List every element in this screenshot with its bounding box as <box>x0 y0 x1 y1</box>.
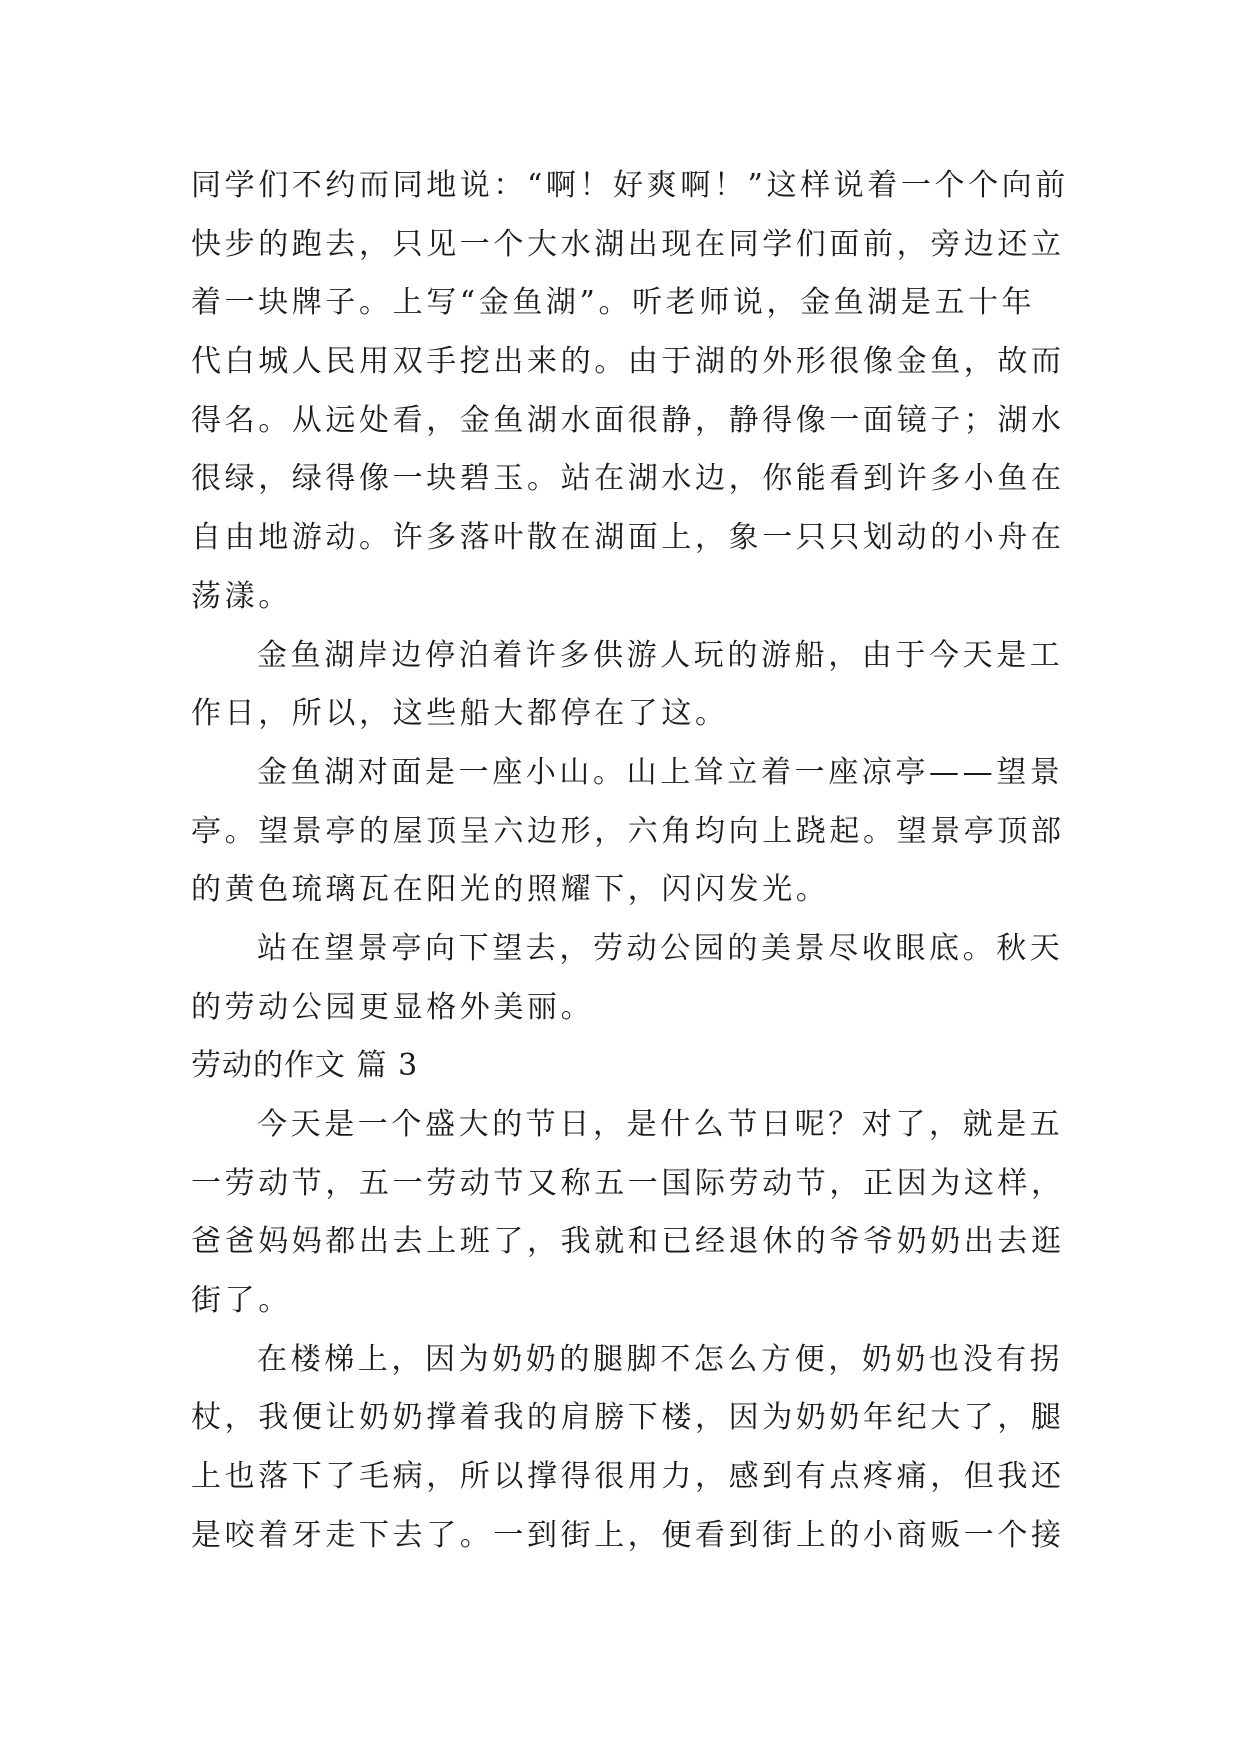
text-line: 的劳动公园更显格外美丽。 <box>191 989 595 1025</box>
paragraph-start-line: 金鱼湖对面是一座小山。山上耸立着一座凉亭——望景 <box>257 754 1064 790</box>
essay-text <box>191 157 1071 1566</box>
text-line: 很绿，绿得像一块碧玉。站在湖水边，你能看到许多小鱼在 <box>191 461 1065 497</box>
text-line: 得名。从远处看，金鱼湖水面很静，静得像一面镜子；湖水 <box>191 402 1065 438</box>
text-line: 自由地游动。许多落叶散在湖面上，象一只只划动的小舟在 <box>191 520 1065 556</box>
text-line: 上也落下了毛病，所以撑得很用力，感到有点疼痛，但我还 <box>191 1459 1065 1495</box>
text-line: 一劳动节，五一劳动节又称五一国际劳动节，正因为这样， <box>191 1165 1065 1201</box>
paragraph-start-line: 今天是一个盛大的节日，是什么节日呢？对了，就是五 <box>257 1107 1064 1142</box>
text-line: 街了。 <box>191 1283 292 1319</box>
text-line: 作日，所以，这些船大都停在了这。 <box>191 696 729 732</box>
text-line: 荡漾。 <box>191 578 292 614</box>
text-line: 代白城人民用双手挖出来的。由于湖的外形很像金鱼，故而 <box>191 344 1065 380</box>
text-line: 杖，我便让奶奶撑着我的肩膀下楼，因为奶奶年纪大了，腿 <box>191 1400 1065 1436</box>
text-line: 亭。望景亭的屋顶呈六边形，六角均向上跷起。望景亭顶部 <box>191 813 1065 849</box>
paragraph-start-line: 站在望景亭向下望去，劳动公园的美景尽收眼底。秋天 <box>257 930 1064 966</box>
text-line: 着一块牌子。上写“金鱼湖”。听老师说，金鱼湖是五十年 <box>191 285 1036 321</box>
text-line: 爸爸妈妈都出去上班了，我就和已经退休的爷爷奶奶出去逛 <box>191 1224 1065 1260</box>
paragraph-start-line: 在楼梯上，因为奶奶的腿脚不怎么方便，奶奶也没有拐 <box>257 1341 1064 1377</box>
text-line: 的黄色琉璃瓦在阳光的照耀下，闪闪发光。 <box>191 872 830 908</box>
paragraph-start-line: 金鱼湖岸边停泊着许多供游人玩的游船，由于今天是工 <box>257 637 1064 673</box>
section-heading: 劳动的作文 篇 3 <box>191 1048 419 1084</box>
text-line: 快步的跑去，只见一个大水湖出现在同学们面前，旁边还立 <box>191 226 1065 262</box>
text-line: 是咬着牙走下去了。一到街上，便看到街上的小商贩一个接 <box>191 1517 1065 1553</box>
text-line: 同学们不约而同地说：“啊！好爽啊！”这样说着一个个向前 <box>191 168 1069 203</box>
